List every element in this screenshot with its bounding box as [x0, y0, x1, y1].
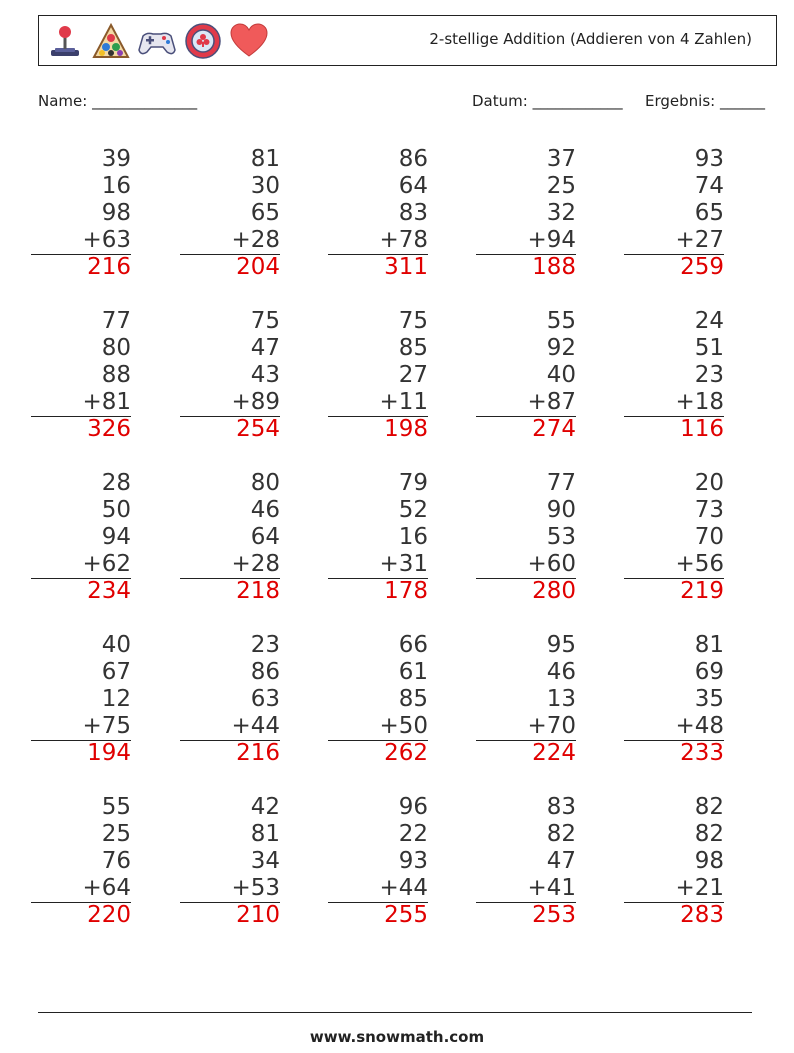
operand-2: 52	[398, 497, 428, 523]
result-field-label: Ergebnis: ______	[645, 92, 765, 110]
addition-problem	[31, 308, 131, 444]
operand-2: 25	[101, 821, 131, 847]
footer-divider	[38, 1012, 752, 1013]
operand-4: +48	[675, 713, 724, 739]
addition-problem	[31, 632, 131, 768]
operand-2: 69	[694, 659, 724, 685]
operand-1: 66	[398, 632, 428, 658]
operand-4: +41	[527, 875, 576, 901]
operand-4: +44	[379, 875, 428, 901]
addition-problem	[31, 794, 131, 930]
answer: 198	[328, 416, 428, 444]
operand-2: 80	[101, 335, 131, 361]
operand-1: 86	[398, 146, 428, 172]
operand-3: 43	[250, 362, 280, 388]
operand-1: 55	[546, 308, 576, 334]
answer: 233	[624, 740, 724, 768]
operand-4: +18	[675, 389, 724, 415]
answer: 234	[31, 578, 131, 606]
answer: 216	[180, 740, 280, 768]
operand-3: 93	[398, 848, 428, 874]
addition-problem	[624, 632, 724, 768]
operand-2: 61	[398, 659, 428, 685]
addition-problem	[328, 146, 428, 282]
operand-1: 93	[694, 146, 724, 172]
operand-4: +27	[675, 227, 724, 253]
operand-1: 82	[694, 794, 724, 820]
addition-problem	[180, 146, 280, 282]
operand-4: +75	[82, 713, 131, 739]
operand-4: +63	[82, 227, 131, 253]
addition-problem	[328, 470, 428, 606]
addition-problem	[476, 470, 576, 606]
answer: 188	[476, 254, 576, 282]
operand-3: 98	[101, 200, 131, 226]
answer: 311	[328, 254, 428, 282]
operand-1: 96	[398, 794, 428, 820]
operand-3: 65	[250, 200, 280, 226]
operand-4: +94	[527, 227, 576, 253]
addition-problem	[476, 632, 576, 768]
gamepad-icon	[137, 22, 177, 60]
operand-4: +62	[82, 551, 131, 577]
operand-3: 88	[101, 362, 131, 388]
worksheet-title: 2-stellige Addition (Addieren von 4 Zahlen)	[429, 30, 752, 48]
operand-4: +81	[82, 389, 131, 415]
addition-problem	[328, 632, 428, 768]
addition-problem	[328, 308, 428, 444]
operand-2: 82	[694, 821, 724, 847]
operand-3: 70	[694, 524, 724, 550]
operand-2: 30	[250, 173, 280, 199]
answer: 204	[180, 254, 280, 282]
operand-1: 39	[101, 146, 131, 172]
operand-1: 75	[398, 308, 428, 334]
operand-4: +50	[379, 713, 428, 739]
operand-2: 74	[694, 173, 724, 199]
addition-problem	[180, 632, 280, 768]
operand-2: 46	[546, 659, 576, 685]
operand-3: 40	[546, 362, 576, 388]
operand-3: 63	[250, 686, 280, 712]
operand-1: 77	[546, 470, 576, 496]
operand-4: +28	[231, 551, 280, 577]
operand-2: 92	[546, 335, 576, 361]
operand-4: +78	[379, 227, 428, 253]
operand-2: 67	[101, 659, 131, 685]
addition-problem	[180, 470, 280, 606]
operand-1: 55	[101, 794, 131, 820]
answer: 259	[624, 254, 724, 282]
operand-1: 23	[250, 632, 280, 658]
operand-3: 13	[546, 686, 576, 712]
operand-1: 83	[546, 794, 576, 820]
operand-1: 40	[101, 632, 131, 658]
operand-4: +56	[675, 551, 724, 577]
answer: 255	[328, 902, 428, 930]
answer: 280	[476, 578, 576, 606]
operand-4: +60	[527, 551, 576, 577]
operand-2: 64	[398, 173, 428, 199]
operand-3: 76	[101, 848, 131, 874]
answer: 178	[328, 578, 428, 606]
operand-2: 85	[398, 335, 428, 361]
operand-1: 28	[101, 470, 131, 496]
answer: 220	[31, 902, 131, 930]
operand-2: 22	[398, 821, 428, 847]
answer: 218	[180, 578, 280, 606]
addition-problem	[31, 470, 131, 606]
answer: 216	[31, 254, 131, 282]
operand-3: 64	[250, 524, 280, 550]
addition-problem	[624, 794, 724, 930]
operand-4: +11	[379, 389, 428, 415]
operand-3: 98	[694, 848, 724, 874]
icon-strip	[45, 22, 269, 60]
addition-problem	[476, 146, 576, 282]
answer: 253	[476, 902, 576, 930]
operand-4: +87	[527, 389, 576, 415]
operand-1: 75	[250, 308, 280, 334]
operand-3: 85	[398, 686, 428, 712]
operand-2: 90	[546, 497, 576, 523]
operand-2: 82	[546, 821, 576, 847]
operand-3: 12	[101, 686, 131, 712]
addition-problem	[624, 308, 724, 444]
operand-2: 46	[250, 497, 280, 523]
answer: 116	[624, 416, 724, 444]
operand-3: 23	[694, 362, 724, 388]
operand-4: +53	[231, 875, 280, 901]
operand-3: 27	[398, 362, 428, 388]
date-field-label: Datum: ____________	[472, 92, 623, 110]
operand-4: +70	[527, 713, 576, 739]
operand-1: 95	[546, 632, 576, 658]
operand-3: 47	[546, 848, 576, 874]
answer: 254	[180, 416, 280, 444]
operand-2: 86	[250, 659, 280, 685]
heart-icon	[229, 22, 269, 60]
addition-problem	[180, 308, 280, 444]
operand-1: 24	[694, 308, 724, 334]
answer: 194	[31, 740, 131, 768]
billiard-rack-icon	[91, 22, 131, 60]
answer: 210	[180, 902, 280, 930]
operand-1: 81	[250, 146, 280, 172]
operand-4: +64	[82, 875, 131, 901]
operand-3: 83	[398, 200, 428, 226]
operand-1: 77	[101, 308, 131, 334]
addition-problem	[624, 146, 724, 282]
addition-problem	[476, 794, 576, 930]
operand-2: 73	[694, 497, 724, 523]
answer: 219	[624, 578, 724, 606]
operand-4: +44	[231, 713, 280, 739]
operand-2: 16	[101, 173, 131, 199]
operand-1: 80	[250, 470, 280, 496]
operand-3: 53	[546, 524, 576, 550]
operand-4: +89	[231, 389, 280, 415]
operand-4: +28	[231, 227, 280, 253]
operand-2: 25	[546, 173, 576, 199]
operand-2: 81	[250, 821, 280, 847]
operand-2: 50	[101, 497, 131, 523]
operand-3: 32	[546, 200, 576, 226]
operand-4: +31	[379, 551, 428, 577]
operand-4: +21	[675, 875, 724, 901]
operand-1: 81	[694, 632, 724, 658]
operand-3: 65	[694, 200, 724, 226]
operand-1: 79	[398, 470, 428, 496]
operand-2: 51	[694, 335, 724, 361]
addition-problem	[328, 794, 428, 930]
worksheet-header	[38, 15, 777, 66]
poker-chip-icon	[183, 22, 223, 60]
operand-2: 47	[250, 335, 280, 361]
answer: 274	[476, 416, 576, 444]
addition-problem	[476, 308, 576, 444]
answer: 283	[624, 902, 724, 930]
answer: 326	[31, 416, 131, 444]
name-field-label: Name: ______________	[38, 92, 198, 110]
footer-site: www.snowmath.com	[309, 1028, 485, 1046]
answer: 224	[476, 740, 576, 768]
operand-1: 42	[250, 794, 280, 820]
operand-3: 16	[398, 524, 428, 550]
answer: 262	[328, 740, 428, 768]
addition-problem	[31, 146, 131, 282]
operand-3: 94	[101, 524, 131, 550]
addition-problem	[180, 794, 280, 930]
operand-3: 34	[250, 848, 280, 874]
addition-problem	[624, 470, 724, 606]
joystick-icon	[45, 22, 85, 60]
operand-1: 20	[694, 470, 724, 496]
operand-1: 37	[546, 146, 576, 172]
operand-3: 35	[694, 686, 724, 712]
